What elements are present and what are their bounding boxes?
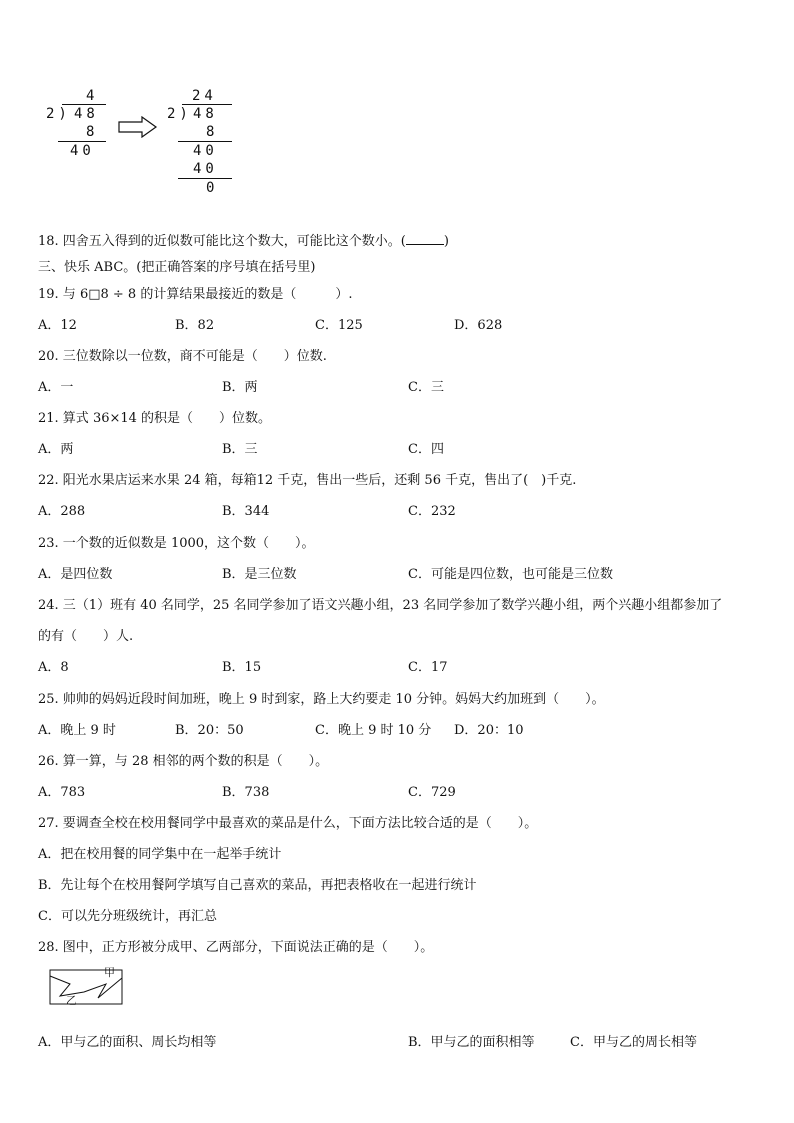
option-c[interactable]: C．125 (315, 318, 363, 333)
question-20: 20. 三位数除以一位数，商不可能是（ ）位数. (38, 349, 327, 364)
option-a[interactable]: A．两 (38, 442, 74, 457)
option-b[interactable]: B．三 (222, 442, 258, 457)
option-d[interactable]: D．20：10 (454, 723, 524, 738)
option-b[interactable]: B．82 (175, 318, 215, 333)
division-bar (62, 104, 106, 105)
option-b[interactable]: B．甲与乙的面积相等 (408, 1035, 535, 1050)
division-line (178, 141, 232, 142)
option-c[interactable]: C．三 (408, 380, 444, 395)
section-heading: 三、快乐 ABC。(把正确答案的序号填在括号里) (38, 260, 316, 275)
option-a[interactable]: A．8 (38, 660, 69, 675)
option-c[interactable]: C．甲与乙的周长相等 (570, 1035, 697, 1050)
question-22: 22. 阳光水果店运来水果 24 箱，每箱12 千克，售出一些后，还剩 56 千克，售出了( )千克. (38, 473, 577, 488)
option-a[interactable]: A．288 (38, 504, 86, 519)
answer-blank[interactable] (406, 232, 444, 245)
option-b[interactable]: B．344 (222, 504, 270, 519)
remainder: 40 (70, 143, 95, 159)
option-a[interactable]: A．晚上 9 时 (38, 723, 116, 738)
option-c[interactable]: C．729 (408, 785, 456, 800)
remainder-2: 0 (206, 180, 219, 196)
division-line-2 (178, 178, 232, 179)
option-a[interactable]: A．是四位数 (38, 567, 113, 582)
option-b[interactable]: B．是三位数 (222, 567, 297, 582)
option-a[interactable]: A．12 (38, 318, 77, 333)
question-25: 25. 帅帅的妈妈近段时间加班，晚上 9 时到家，路上大约要走 10 分钟。妈妈大约加班到（ ）。 (38, 692, 605, 707)
quotient: 24 (192, 88, 217, 104)
label-jia: 甲 (104, 966, 115, 979)
question-text-end: ) (443, 234, 449, 249)
option-b[interactable]: B．两 (222, 380, 258, 395)
option-b[interactable]: B．20：50 (175, 723, 244, 738)
question-text: 18. 四舍五入得到的近似数可能比这个数大，可能比这个数小。( (38, 234, 406, 249)
option-c[interactable]: C．可以先分班级统计，再汇总 (38, 909, 217, 924)
dividend: 48 (74, 106, 99, 122)
option-c[interactable]: C．232 (408, 504, 456, 519)
divisor: 2) (46, 106, 71, 122)
right-arrow-icon (118, 116, 158, 138)
divisor: 2) (167, 106, 192, 122)
option-c[interactable]: C．可能是四位数，也可能是三位数 (408, 567, 613, 582)
question-26: 26. 算一算，与 28 相邻的两个数的积是（ ）。 (38, 754, 329, 769)
subtrahend-2: 40 (193, 161, 218, 177)
question-18 (38, 230, 449, 249)
subtrahend: 8 (86, 124, 99, 140)
division-line (58, 141, 106, 142)
option-c[interactable]: C．晚上 9 时 10 分 (315, 723, 432, 738)
remainder: 40 (193, 143, 218, 159)
question-23: 23. 一个数的近似数是 1000，这个数（ ）。 (38, 536, 315, 551)
division-bar (182, 104, 232, 105)
option-a[interactable]: A．甲与乙的面积、周长均相等 (38, 1035, 217, 1050)
question-21: 21. 算式 36×14 的积是（ ）位数。 (38, 411, 272, 426)
question-24-cont: 的有（ ）人. (38, 629, 134, 644)
question-28: 28. 图中，正方形被分成甲、乙两部分，下面说法正确的是（ ）。 (38, 940, 434, 955)
option-b[interactable]: B．先让每个在校用餐阿学填写自己喜欢的菜品，再把表格收在一起进行统计 (38, 878, 477, 893)
option-b[interactable]: B．738 (222, 785, 270, 800)
option-a[interactable]: A．一 (38, 380, 74, 395)
question-27: 27. 要调查全校在校用餐同学中最喜欢的菜品是什么，下面方法比较合适的是（ ）。 (38, 816, 538, 831)
option-a[interactable]: A．把在校用餐的同学集中在一起举手统计 (38, 847, 282, 862)
label-yi: 乙 (66, 994, 77, 1007)
question-19: 19. 与 6□8 ÷ 8 的计算结果最接近的数是（ ）. (38, 287, 353, 302)
option-c[interactable]: C．17 (408, 660, 448, 675)
option-b[interactable]: B．15 (222, 660, 262, 675)
quotient: 4 (86, 88, 99, 104)
question-24: 24. 三（1）班有 40 名同学，25 名同学参加了语文兴趣小组，23 名同学参加了数学兴趣小组，两个兴趣小组都参加了 (38, 598, 723, 613)
option-a[interactable]: A．783 (38, 785, 86, 800)
option-c[interactable]: C．四 (408, 442, 444, 457)
dividend: 48 (193, 106, 218, 122)
option-d[interactable]: D．628 (454, 318, 503, 333)
subtrahend: 8 (206, 124, 219, 140)
